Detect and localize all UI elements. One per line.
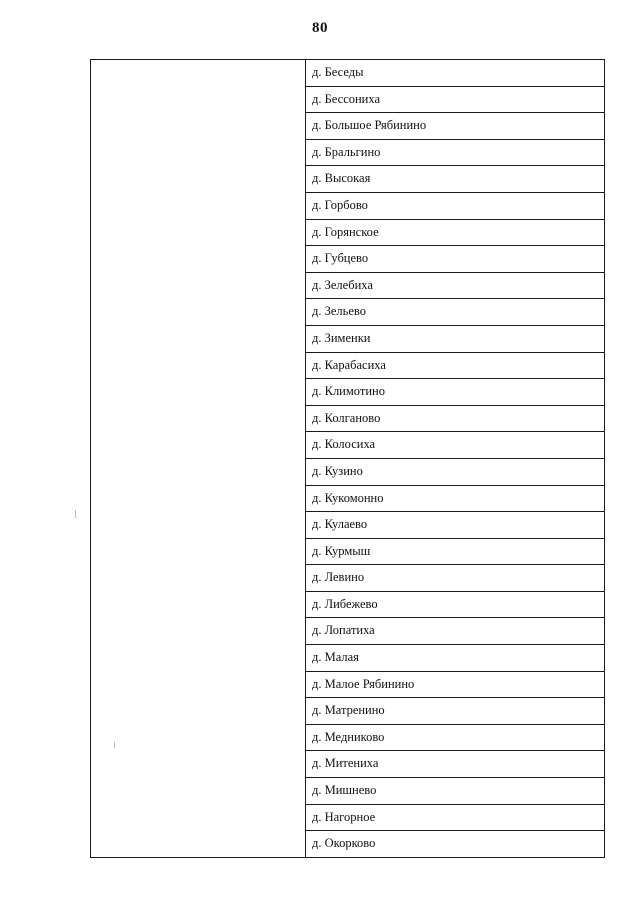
- village-name-cell: д. Горянское: [306, 219, 605, 246]
- village-name-cell: д. Окорково: [306, 831, 605, 858]
- table-row: [91, 60, 605, 87]
- village-name-cell: д. Кукомонно: [306, 485, 605, 512]
- village-name-cell: д. Мишнево: [306, 778, 605, 805]
- village-name-cell: д. Медниково: [306, 724, 605, 751]
- village-name-cell: д. Колосиха: [306, 432, 605, 459]
- village-name-cell: д. Зименки: [306, 325, 605, 352]
- village-name-cell: д. Губцево: [306, 246, 605, 273]
- table-body: [91, 60, 605, 858]
- village-name-cell: д. Митениха: [306, 751, 605, 778]
- village-name-cell: д. Левино: [306, 565, 605, 592]
- village-name-cell: д. Лопатиха: [306, 618, 605, 645]
- village-name-cell: д. Зельево: [306, 299, 605, 326]
- village-name-cell: д. Большое Рябинино: [306, 113, 605, 140]
- village-name-cell: д. Горбово: [306, 192, 605, 219]
- village-name-cell: д. Климотино: [306, 379, 605, 406]
- village-name-cell: д. Зелебиха: [306, 272, 605, 299]
- village-name-cell: д. Бессониха: [306, 86, 605, 113]
- village-name-cell: д. Бральгино: [306, 139, 605, 166]
- scan-artifact: [75, 510, 76, 518]
- page-number: 80: [312, 20, 328, 36]
- village-name-cell: д. Беседы: [306, 60, 605, 87]
- village-name-cell: д. Высокая: [306, 166, 605, 193]
- village-name-cell: д. Колганово: [306, 405, 605, 432]
- village-name-cell: д. Малая: [306, 645, 605, 672]
- village-name-cell: д. Нагорное: [306, 804, 605, 831]
- settlements-table: [90, 59, 605, 858]
- village-name-cell: д. Карабасиха: [306, 352, 605, 379]
- village-name-cell: д. Либежево: [306, 591, 605, 618]
- village-name-cell: д. Кузино: [306, 458, 605, 485]
- village-name-cell: д. Малое Рябинино: [306, 671, 605, 698]
- left-column-cell: [91, 60, 306, 858]
- village-name-cell: д. Кулаево: [306, 512, 605, 539]
- village-name-cell: д. Курмыш: [306, 538, 605, 565]
- scan-artifact: [114, 742, 115, 748]
- village-name-cell: д. Матренино: [306, 698, 605, 725]
